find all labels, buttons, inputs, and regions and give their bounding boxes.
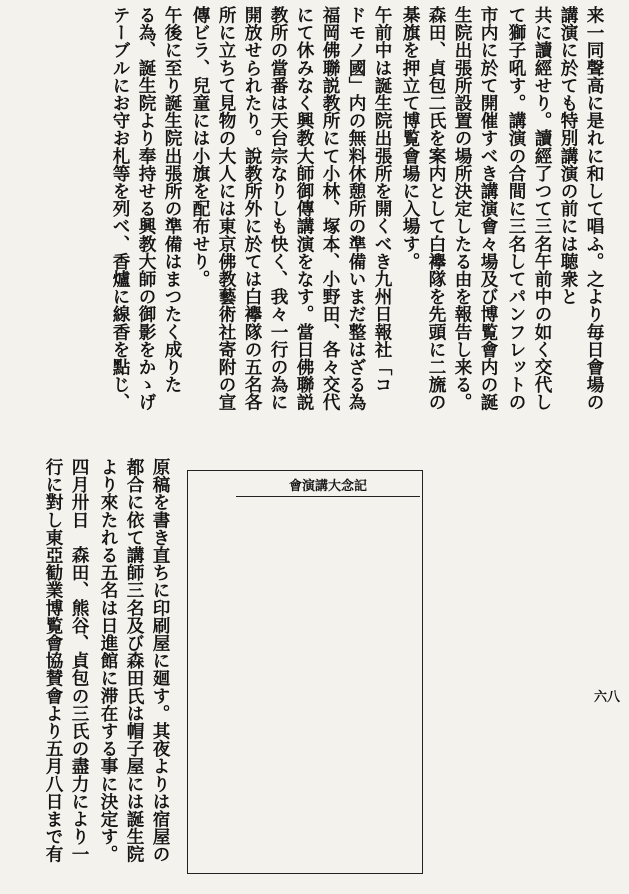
- text-column: 行に對し東亞勧業博覧會協賛會より五月八日まで有: [43, 458, 64, 863]
- text-column: テーブルにお守お札等を列べ、香爐に線香を點じ、: [110, 6, 131, 411]
- text-column: にて休みなく興教大師御傳講演をなす。當日佛聯説: [294, 6, 315, 411]
- text-column: 教所の當番は天台宗なりしも快く、我々一行の為に: [268, 6, 289, 411]
- text-column: 講演に於ても特別講演の前には聴衆と: [558, 6, 579, 306]
- text-column: て獅子吼す。講演の合間に三名してパンフレットの: [506, 6, 527, 411]
- text-column: る為、誕生院より奉持せる興教大師の御影をかゝげ: [136, 6, 157, 411]
- text-column: 森田、貞包二氏を案内として白襷隊を先頭に二旒の: [426, 6, 447, 411]
- text-column: 午後に至り誕生院出張所の準備はまつたく成りた: [162, 6, 183, 394]
- text-column: ドモノ國」内の無料休憩所の準備いまだ整はざる為: [346, 6, 367, 411]
- text-column: 生院出張所設置の場所決定したる由を報告し来る。: [452, 6, 473, 411]
- text-column: 市内に於て開催すべき講演會々場及び博覧會内の誕: [478, 6, 499, 411]
- text-column: 傳ビラ、兒童には小旗を配布せり。: [190, 6, 211, 288]
- text-column: 共に讀經せり。讀經了つて三名午前中の如く交代し: [532, 6, 553, 411]
- text-column: 福岡佛聯説教所にて小林、塚本、小野田、各々交代: [320, 6, 341, 411]
- text-column: 四月卅日 森田、熊谷、貞包の三氏の盡力により一: [69, 458, 90, 863]
- text-column: 原稿を書き直ちに印刷屋に廻す。其夜よりは宿屋の: [150, 458, 171, 863]
- text-column: より來たれる五名は日進館に滞在する事に決定す。: [98, 458, 119, 863]
- text-column: 来一同聲高に是れに和して唱ふ。之より毎日會場の: [584, 6, 605, 411]
- box-frame: [187, 470, 423, 874]
- text-column: 棊旗を押立て博覧會場に入場す。: [400, 6, 421, 270]
- text-column: 午前中は誕生院出張所を開くべき九州日報社「コ: [372, 6, 393, 394]
- box-title: 會演講大念記: [236, 472, 420, 497]
- text-column: 都合に依て講師三名及び森田氏は帽子屋には誕生院: [124, 458, 145, 863]
- page-number: 六八: [594, 690, 621, 705]
- text-column: 開放せられたり。說教所外に於ては白襷隊の五名各: [242, 6, 263, 411]
- text-column: 所に立ちて見物の大人には東京佛教藝術社寄附の宣: [216, 6, 237, 411]
